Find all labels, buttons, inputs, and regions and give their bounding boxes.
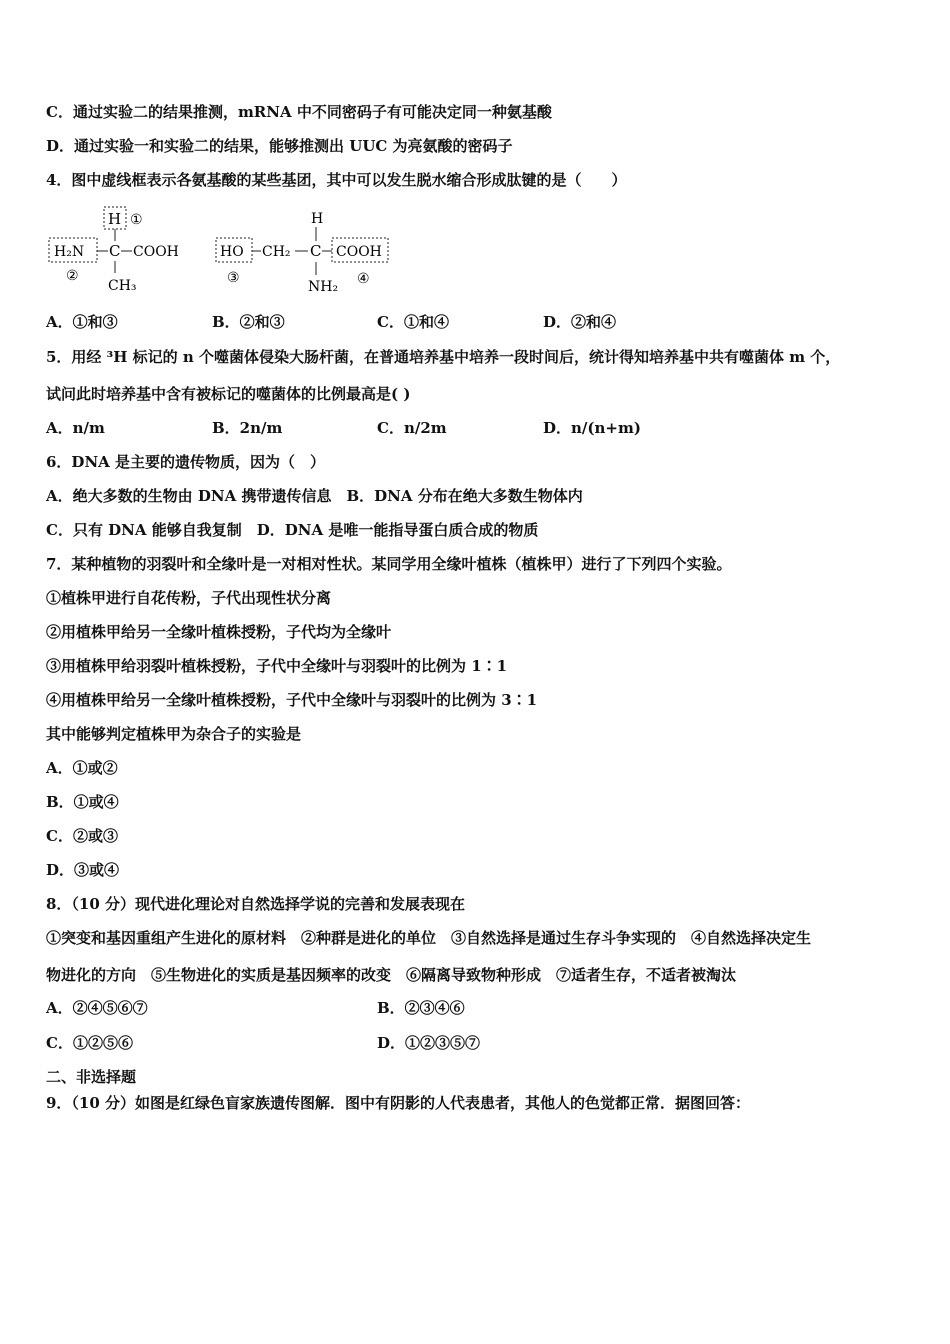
q7-experiment-1: ①植株甲进行自花传粉，子代出现性状分离 — [46, 589, 332, 607]
left-nh2-mark: ② — [66, 268, 79, 284]
left-cooh: COOH — [133, 244, 179, 260]
q6-options-cd: C．只有 DNA 能够自我复制 D．DNA 是唯一能指导蛋白质合成的物质 — [46, 521, 539, 539]
right-ho-mark: ③ — [227, 270, 240, 286]
q3-option-c: C．通过实验二的结果推测，mRNA 中不同密码子有可能决定同一种氨基酸 — [46, 103, 552, 121]
q7-option-a: A．①或② — [46, 759, 118, 777]
q5-option-a: A．n/m — [46, 419, 105, 437]
q7-option-c: C．②或③ — [46, 827, 118, 845]
question-7: 7．某种植物的羽裂叶和全缘叶是一对相对性状。某同学用全缘叶植株（植株甲）进行了下列四个实验。 — [46, 555, 732, 573]
question-6: 6．DNA 是主要的遗传物质，因为（ ） — [46, 453, 326, 471]
question-9: 9．（10 分）如图是红绿色盲家族遗传图解．图中有阴影的人代表患者，其他人的色觉都正常．据图回答： — [46, 1094, 751, 1112]
question-5-line1: 5．用经 ³H 标记的 n 个噬菌体侵染大肠杆菌，在普通培养基中培养一段时间后，统计得知培养基中共有噬菌体 m 个， — [46, 348, 841, 366]
q7-prompt: 其中能够判定植株甲为杂合子的实验是 — [46, 725, 302, 743]
right-c: C — [310, 242, 322, 260]
q5-option-b: B．2n/m — [212, 419, 283, 437]
q8-option-d: D．①②③⑤⑦ — [377, 1034, 481, 1052]
amino-acid-structures — [46, 205, 406, 295]
section-heading: 二、非选择题 — [46, 1068, 137, 1086]
q7-option-d: D．③或④ — [46, 861, 120, 879]
q7-experiment-4: ④用植株甲给另一全缘叶植株授粉，子代中全缘叶与羽裂叶的比例为 3∶1 — [46, 691, 538, 709]
right-cooh: COOH — [336, 244, 382, 260]
left-ch3: CH₃ — [108, 278, 137, 294]
left-h-mark: ① — [130, 212, 143, 228]
q6-options-ab: A．绝大多数的生物由 DNA 携带遗传信息 B．DNA 分布在绝大多数生物体内 — [46, 487, 583, 505]
q8-statements-line1: ①突变和基因重组产生进化的原材料 ②种群是进化的单位 ③自然选择是通过生存斗争实现的 ④自然选择决定生 — [46, 929, 812, 947]
right-cooh-mark: ④ — [357, 271, 370, 287]
q8-option-a: A．②④⑤⑥⑦ — [46, 999, 148, 1017]
q7-option-b: B．①或④ — [46, 793, 119, 811]
right-ch2: CH₂ — [262, 244, 291, 260]
q5-option-d: D．n/(n+m) — [543, 419, 641, 437]
question-4: 4．图中虚线框表示各氨基酸的某些基团，其中可以发生脱水缩合形成肽键的是（ ） — [46, 171, 627, 189]
q8-option-b: B．②③④⑥ — [377, 999, 465, 1017]
q7-experiment-3: ③用植株甲给羽裂叶植株授粉，子代中全缘叶与羽裂叶的比例为 1∶1 — [46, 657, 508, 675]
q4-option-b: B．②和③ — [212, 313, 285, 331]
right-ho: HO — [220, 244, 244, 260]
left-c: C — [109, 242, 121, 260]
q4-option-a: A．①和③ — [46, 313, 118, 331]
q3-option-d: D．通过实验一和实验二的结果，能够推测出 UUC 为亮氨酸的密码子 — [46, 137, 513, 155]
left-nh2: H₂N — [54, 244, 85, 260]
amino-acid-diagram — [46, 205, 406, 295]
left-h: H — [108, 210, 122, 228]
right-h: H — [311, 211, 324, 227]
question-5-line2: 试问此时培养基中含有被标记的噬菌体的比例最高是( ) — [46, 385, 411, 403]
q8-option-c: C．①②⑤⑥ — [46, 1034, 133, 1052]
q4-option-d: D．②和④ — [543, 313, 617, 331]
q7-experiment-2: ②用植株甲给另一全缘叶植株授粉，子代均为全缘叶 — [46, 623, 392, 641]
right-nh2: NH₂ — [308, 279, 339, 295]
q5-option-c: C．n/2m — [377, 419, 447, 437]
question-8: 8．（10 分）现代进化理论对自然选择学说的完善和发展表现在 — [46, 895, 466, 913]
q4-option-c: C．①和④ — [377, 313, 449, 331]
q8-statements-line2: 物进化的方向 ⑤生物进化的实质是基因频率的改变 ⑥隔离导致物种形成 ⑦适者生存，不适者被淘汰 — [46, 966, 737, 984]
